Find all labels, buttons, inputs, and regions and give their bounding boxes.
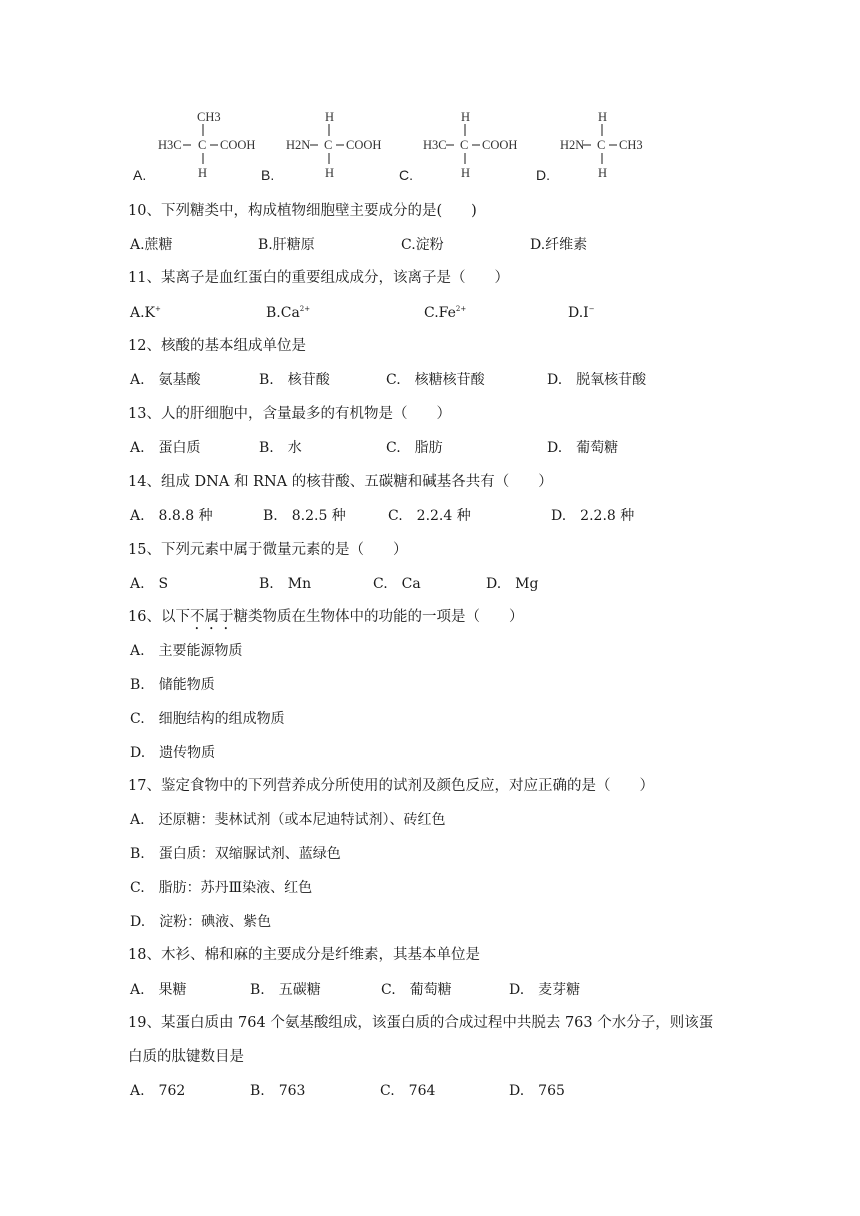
question-16-option-b: B. 储能物质: [130, 677, 215, 693]
question-19-stem-line1: 19、某蛋白质由 764 个氨基酸组成，该蛋白质的合成过程中共脱去 763 个水分子，则该蛋: [128, 1015, 714, 1031]
question-12-option-d: D. 脱氧核苷酸: [547, 372, 647, 388]
question-17-option-d: D. 淀粉：碘液、紫色: [130, 914, 272, 930]
question-14-option-a: A. 8.8.8 种: [130, 508, 213, 524]
question-13-option-d: D. 葡萄糖: [547, 440, 619, 456]
question-14-option-c: C. 2.2.4 种: [388, 508, 471, 524]
question-10-option-d: D.纤维素: [530, 237, 588, 253]
structure-d-right: CH3: [619, 138, 643, 152]
structure-c-left: H3C: [423, 138, 447, 152]
question-18-option-a: A. 果糖: [130, 982, 187, 998]
emphasis-not: 不属于: [189, 609, 234, 625]
question-12-option-b: B. 核苷酸: [259, 372, 330, 388]
question-14-stem: 14、组成 DNA 和 RNA 的核苷酸、五碳糖和碱基各共有（ ）: [128, 474, 553, 490]
question-19-option-c: C. 764: [380, 1083, 436, 1099]
question-12-option-a: A. 氨基酸: [130, 372, 201, 388]
question-13-option-c: C. 脂肪: [386, 440, 443, 456]
question-12-option-c: C. 核糖核苷酸: [386, 372, 485, 388]
structure-d-bottom: H: [598, 166, 608, 180]
question-18-stem: 18、木衫、棉和麻的主要成分是纤维素，其基本单位是: [128, 947, 480, 963]
question-17-option-a: A. 还原糖：斐林试剂（或本尼迪特试剂）、砖红色: [130, 812, 446, 828]
question-18-option-c: C. 葡萄糖: [381, 982, 452, 998]
structure-c: [399, 110, 517, 183]
structural-formula-options: [128, 104, 728, 190]
question-16-option-d: D. 遗传物质: [130, 745, 216, 761]
question-19-stem-line2: 白质的肽键数目是: [128, 1049, 244, 1065]
question-15-option-c: C. Ca: [373, 576, 421, 592]
structure-b-right: COOH: [346, 138, 382, 152]
question-13-stem: 13、人的肝细胞中，含量最多的有机物是（ ）: [128, 406, 451, 422]
question-16-option-a: A. 主要能源物质: [130, 643, 243, 659]
question-15-option-b: B. Mn: [259, 576, 312, 592]
structure-b-bottom: H: [325, 166, 335, 180]
question-13-option-b: B. 水: [259, 440, 302, 456]
question-19-option-d: D. 765: [509, 1083, 565, 1099]
structural-formulas: [128, 104, 728, 190]
structure-c-bottom: H: [461, 166, 471, 180]
structure-a-left: H3C: [158, 138, 182, 152]
structure-a-top: CH3: [197, 110, 221, 124]
question-17-option-c: C. 脂肪：苏丹Ⅲ染液、红色: [130, 880, 313, 896]
question-11-option-b: $B.Ca^{2+}$: [266, 305, 311, 321]
structure-d: [536, 110, 643, 183]
question-15-option-a: A. S: [130, 576, 169, 592]
structure-b-label: B.: [261, 167, 275, 183]
question-10-option-a: A.蔗糖: [130, 237, 173, 253]
structure-a-label: A.: [133, 167, 147, 183]
question-11-option-a: A.K+: [130, 305, 161, 321]
question-11-option-c: $C.Fe^{2+}$: [424, 305, 467, 321]
question-15-stem: 15、下列元素中属于微量元素的是（ ）: [128, 542, 408, 558]
question-17-option-b: B. 蛋白质：双缩脲试剂、蓝绿色: [130, 846, 341, 862]
question-18-option-b: B. 五碳糖: [250, 982, 321, 998]
question-10-option-c: C.淀粉: [401, 237, 444, 253]
question-19-option-b: B. 763: [250, 1083, 306, 1099]
svg-text:C: C: [198, 138, 207, 152]
structure-b-left: H2N: [286, 138, 311, 152]
question-14-option-d: D. 2.2.8 种: [551, 508, 635, 524]
question-13-option-a: A. 蛋白质: [130, 440, 201, 456]
svg-text:C: C: [597, 138, 606, 152]
question-16-option-c: C. 细胞结构的组成物质: [130, 711, 285, 727]
structure-c-right: COOH: [482, 138, 518, 152]
question-10-option-b: B.肝糖原: [258, 237, 315, 253]
question-19-option-a: A. 762: [130, 1083, 186, 1099]
structure-a-right: COOH: [220, 138, 256, 152]
question-11-stem: 11、某离子是血红蛋白的重要组成成分，该离子是（ ）: [128, 270, 509, 286]
question-12-stem: 12、核酸的基本组成单位是: [128, 338, 306, 354]
structure-d-top: H: [598, 110, 608, 124]
question-11-option-d: D.I−: [568, 305, 595, 321]
structure-a: [133, 110, 255, 183]
question-14-option-b: B. 8.2.5 种: [263, 508, 346, 524]
question-17-stem: 17、鉴定食物中的下列营养成分所使用的试剂及颜色反应，对应正确的是（ ）: [128, 778, 654, 794]
question-15-option-d: D. Mg: [486, 576, 539, 592]
structure-a-bottom: H: [198, 166, 208, 180]
svg-text:C: C: [324, 138, 333, 152]
question-18-option-d: D. 麦芽糖: [509, 982, 581, 998]
question-16-stem: 16、以下不属于糖类物质在生物体中的功能的一项是（ ）: [128, 609, 524, 625]
structure-b-top: H: [325, 110, 335, 124]
structure-d-label: D.: [536, 167, 550, 183]
svg-text:C: C: [460, 138, 469, 152]
structure-c-top: H: [461, 110, 471, 124]
structure-c-label: C.: [399, 167, 413, 183]
question-10-stem: 10、下列糖类中，构成植物细胞壁主要成分的是( ): [128, 203, 477, 219]
structure-d-left: H2N: [560, 138, 585, 152]
structure-b: [261, 110, 381, 183]
